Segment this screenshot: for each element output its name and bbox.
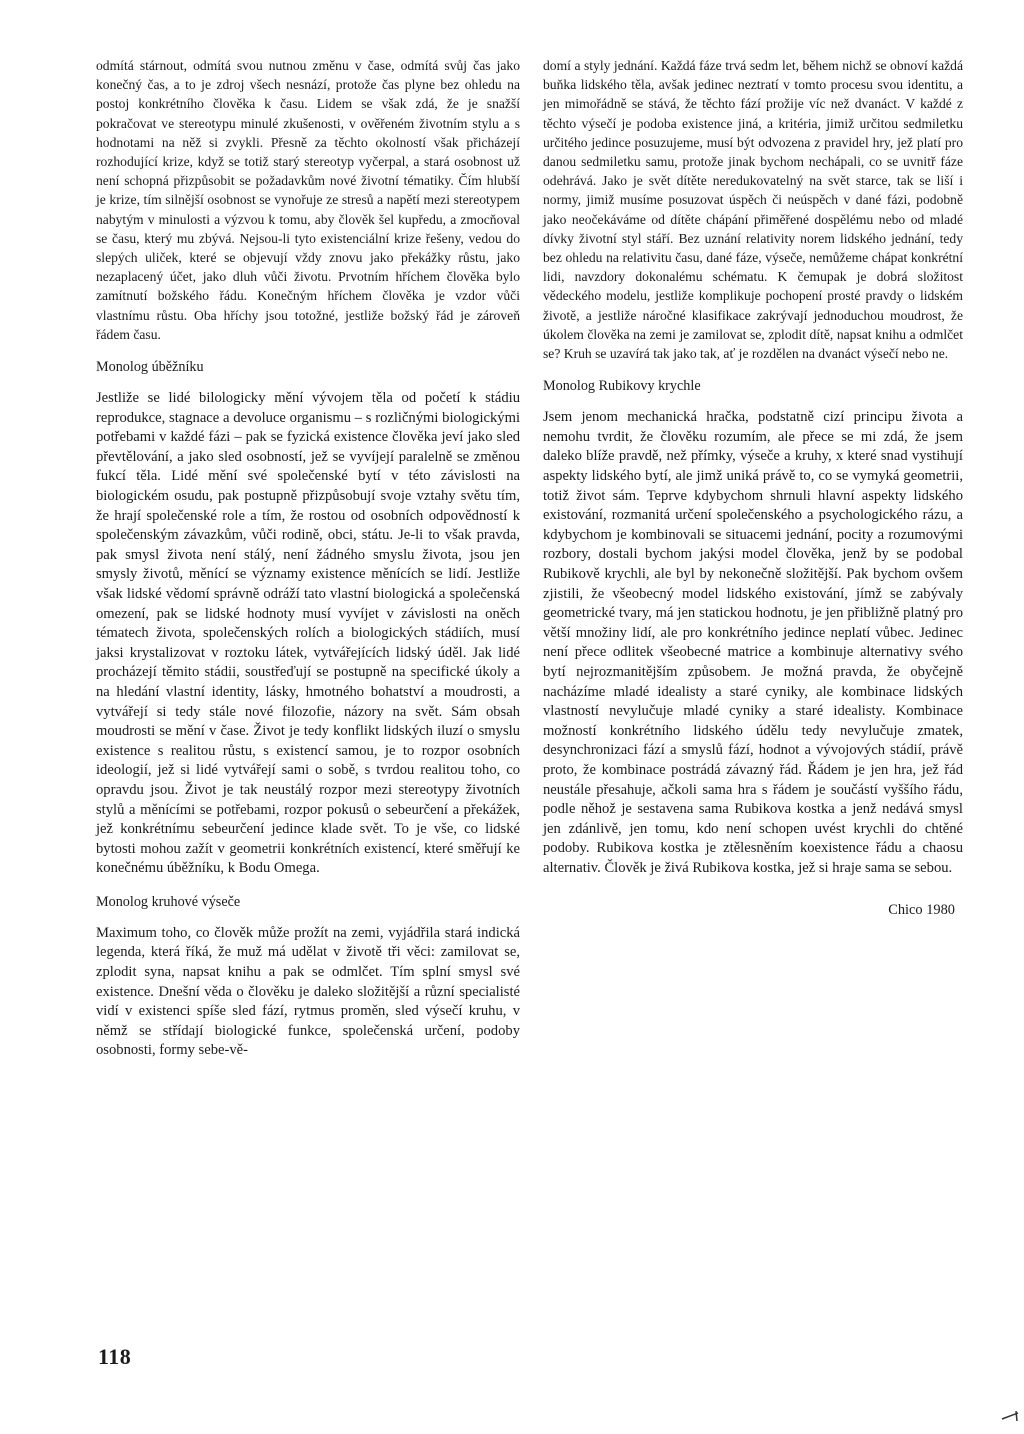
- scan-mark: [1000, 1405, 1022, 1423]
- paragraph: Jsem jenom mechanická hračka, podstatně cizí principu života a nemohu tvrdit, že člověku rozumím, ale přece se mi zdá, že jsem daleko blíže pravdě, než přímky, výseče a kruhy, x které snad vystihují aspekty lidského bytí, ale jimž uniká právě to, co se vymyká geometrii, totiž život sám. Teprve kdybychom shrnuli hlavní aspekty lidského existování, rozmanitá určení společenského a psychologického rázu, a kdybychom je kombinovali se situacemi jednání, pocity a rozumovými rozbory, dostali bychom jakýsi model člověka, jenž by se podobal Rubikově krychli, ale byl by nekonečně složitější. Pak bychom ovšem zjistili, že všeobecný model lidského existování, jímž se zabývaly geometrické tvary, má jen statickou hodnotu, je jen přibližně platný pro větší množiny lidí, ale pro konkrétního jedince neplatí vůbec. Jedinec není přece odlitek všeobecné matrice a kombinuje alternativy svého bytí nejrozmanitějším způsobem. Je možná pravda, že obyčejně nacházíme mladé idealisty a staré cyniky, ale kombinace lidských vlastností nevylučuje mladé cyniky a staré idealisty. Kombinace možností konkrétního lidského údělu tedy nevylučuje zmatek, desynchronizaci fází a smyslů fází, hodnot a vývojových stádií, právě proto, že kombinace postrádá závazný řád. Řádem je jen hra, jež řád neustále přesahuje, ačkoli sama hra s řádem je součástí vyššího řádu, podle něhož je sestavena sama Rubikova kostka a jenž nedává smysl jen zdánlivě, jen tomu, kdo není schopen uvést krychli do chtěné podoby. Rubikova kostka je ztělesněním koexistence řádu a chaosu alternativ. Člověk je živá Rubikova kostka, jež si hraje sama se sebou.: [543, 409, 963, 876]
- section-heading: Monolog Rubikovy krychle: [543, 378, 701, 395]
- section-heading: Monolog kruhové výseče: [96, 893, 241, 910]
- paragraph: Jestliže se lidé bilologicky mění vývojem těla od početí k stádiu reprodukce, stagnace a devoluce organismu – s rozličnými biologickými potřebami v každé fázi – pak se fyzická existence člověka jeví jako sled převtělování, a jako sled osobností, jež se vyvíjejí paralelně se změnou fukcí těla. Lidé mění své společenské bytí v této závislosti na biologickém osudu, pak postupně přizpůsobují svoje vztahy světu tím, že hrají společenské role a tím, že rostou od osobních odpovědností k společenským závazkům, vůči rodině, obci, státu. Je-li to však pravda, pak smysl života není stálý, není žádného smyslu života, jsou jen smysly životů, měnící se významy existence měnících se lidí. Jestliže však lidské vědomí správně odráží tato vlastní biologická a společenská omezení, pak se lidské hodnoty musí vyvíjet v závislosti na oněch tématech života, společenských rolích a biologických stádiích, musí jaksi krystalizovat v roztoku látek, vytvářejících lidský úděl. Jak lidé procházejí těmito stádii, soustřeďují se postupně na specifické úkoly a na hledání vlastní identity, lásky, hmotného bohatství a moudrosti, a vytvářejí si tedy stále nové filozofie, názory na svět. Sám obsah moudrosti se mění v čase. Život je tedy konflikt lidských iluzí o smyslu existence s realitou růstu, s existencí samou, je to rozpor osobních ideologií, jež si lidé vytvářejí sami o sobě, s tvrdou realitou toho, co opravdu jsou. Život je tak neustálý rozpor mezi stereotypy životních stylů a měnícími se potřebami, rozpor pokusů o sebeurčení a překážek, jež konkrétnímu sebeurčení jedince klade svět. To je vše, co lidské bytosti mohou zažít v geometrii konkrétních existencí, které směřují ke konečnému úběžníku, k Bodu Omega.: [96, 390, 520, 877]
- paragraph: Maximum toho, co člověk může prožít na zemi, vyjádřila stará indická legenda, která říká, že muž má udělat v životě tři věci: zamilovat se, zplodit syna, napsat knihu a pak se odmlčet. Tím splní smysl své existence. Dnešní věda o člověku je daleko složitější a různí specialisté vidí v existenci spíše sled fází, rytmus proměn, sled výsečí kruhu, v němž se střídají biologické funkce, společenská určení, podoby osobnosti, formy sebe-vě-: [96, 924, 520, 1059]
- section-heading: Monolog úběžníku: [96, 359, 204, 376]
- right-column: [543, 56, 963, 920]
- paragraph: odmítá stárnout, odmítá svou nutnou změnu v čase, odmítá svůj čas jako konečný čas, a to je zdroj všech nesnází, protože čas plyne bez ohledu na postoj konkrétního člověka k času. Lidem se však zdá, že je snažší pokračovat ve stereotypu minulé zkušenosti, v ověřeném životním stylu a s hodnotami na něž si zvykli. Přesně za těchto okolností však přicházejí rozhodující krize, když se totiž starý stereotyp vyčerpal, a stará osobnost už není schopná přizpůsobit se požadavkům nové životní tématiky. Čím hlubší je krize, tím silnější osobnost se vynořuje ze stresů a napětí mezi stereotypem nabytým v minulosti a výzvou k tomu, aby člověk šel kupředu, a zmocňoval se času, který mu zbývá. Nejsou-li tyto existenciální krize řešeny, vedou do slepých uliček, které se objevují vždy znovu jako překážky růstu, jako nezaplacený účet, jako dluh vůči životu. Prvotním hříchem člověka bylo zamítnutí božského řádu. Konečným hříchem člověka je vzdor vůči vlastnímu růstu. Oba hříchy jsou totožné, jestliže božský řád je zároveň řádem času.: [96, 58, 520, 342]
- left-column: [96, 56, 520, 1061]
- paragraph: domí a styly jednání. Každá fáze trvá sedm let, během nichž se obnoví každá buňka lidského těla, avšak jedinec neztratí v tomto procesu svou identitu, a jen mimořádně se stává, že těchto fází prožije víc než dvanáct. V každé z těchto výsečí je podoba existence jiná, a kritéria, jimiž určitou sedmiletku určitého jedince posuzujeme, musí být odvozena z pravidel hry, jež platí pro danou sedmiletku samu, protože jinak bychom nechápali, co se uvnitř fáze odehrává. Jako je svět dítěte neredukovatelný na svět starce, tak se liší i normy, jimiž musíme posuzovat úspěch či neúspěch v dané fázi, podobně jako neočekáváme od dítěte chápání přiměřené dospělému nebo od mladé dívky životní styl stáří. Bez uznání relativity norem lidského jednání, tedy bez ohledu na relativitu času, dané fáze, výseče, nemůžeme chápat konkrétní lidi, navzdory dokonalému schématu. K čemupak je dobrá složitost vědeckého modelu, jestliže komplikuje pochopení prosté pravdy o lidském životě, a jestliže náročné klasifikace zakrývají jednoduchou moudrost, že úkolem člověka na zemi je zamilovat se, zplodit dítě, napsat knihu a odmlčet se? Kruh se uzavírá tak jako tak, ať je rozdělen na dvanáct výsečí nebo ne.: [543, 58, 963, 362]
- page-number: 118: [98, 1344, 132, 1369]
- author-signature: Chico 1980: [888, 901, 955, 918]
